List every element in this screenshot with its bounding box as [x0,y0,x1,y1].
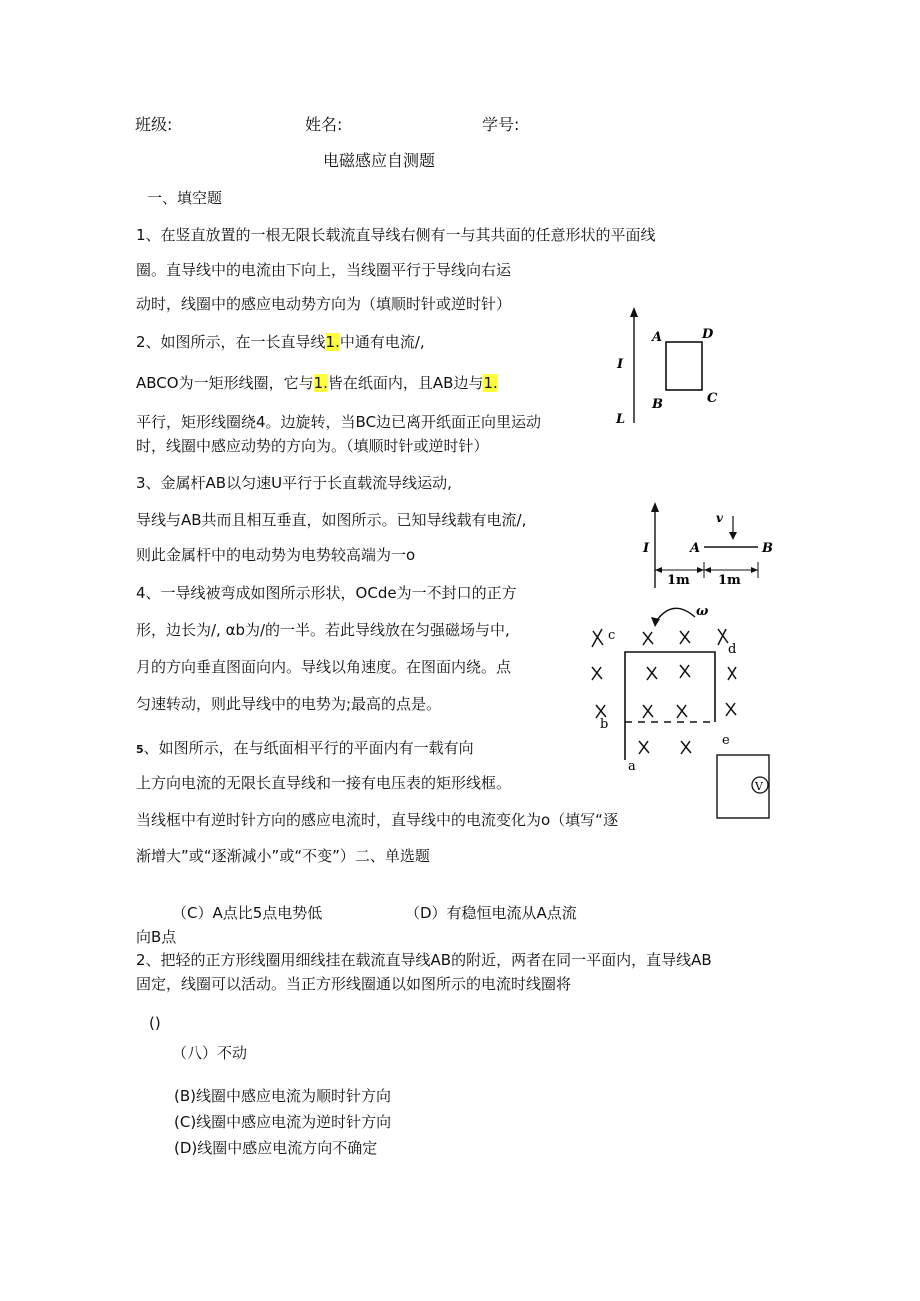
q3-line1: 3、金属杆AB以匀速U平行于长直载流导线运动, [136,474,452,492]
q4-line1: 4、一导线被弯成如图所示形状，OCde为一不封口的正方 [136,584,517,602]
q2-line3: 平行，矩形线圈绕4。边旋转，当BC边已离开纸面正向里运动 [136,413,542,431]
q2-line2 [136,374,498,392]
mc2-line1: 2、把轻的正方形线圈用细线挂在载流直导线AB的附近，两者在同一平面内，直导线AB [136,951,712,969]
q5-line3: 当线框中有逆时针方向的感应电流时，直导线中的电流变化为o（填写“逐 [136,811,618,829]
dim-arrow-icon [704,567,711,573]
q5-text: 、如图所示，在与纸面相平行的平面内有一载有向 [143,739,474,757]
q1-line3: 动时，线圈中的感应电动势方向为（填顺时针或逆时针） [136,295,512,313]
q2-text: 中通有电流/, [339,333,425,351]
label-b: B [762,541,773,556]
mc2-line2: 固定，线圈可以活动。当正方形线圈通以如图所示的电流时线圈将 [136,975,572,993]
label-v: v [716,511,723,525]
label-1m-left: 1m [667,573,690,588]
mc2-option-a: （八）不动 [172,1044,248,1062]
dim-arrow-icon [655,567,662,573]
label-a: A [690,541,701,556]
label-b: b [600,717,609,732]
q2-line1 [136,333,425,351]
label-a: A [652,330,663,345]
q2-text: 皆在纸面内，且AB边与 [327,374,484,392]
label-wire-l: L [616,412,626,427]
rectangular-loop [666,342,702,390]
label-omega: ω [696,604,709,619]
highlight-mark: 1. [483,374,498,392]
q1-line2: 圈。直导线中的电流由下向上，当线圈平行于导线向右运 [136,261,512,279]
label-d: d [728,642,737,657]
q5-number: 5 [136,743,144,756]
section-fill-blank: 一、填空题 [147,189,223,207]
name-label: 姓名: [305,115,343,134]
mc1-option-c: （C）A点比5点电势低 [172,904,323,922]
velocity-arrow-icon [729,532,737,540]
mc3-option-d: (D)线圈中感应电流方向不确定 [174,1139,378,1157]
q5-line2: 上方向电流的无限长直导线和一接有电压表的矩形线框。 [136,774,512,792]
current-arrow-icon [651,502,659,512]
label-current-i: I [617,357,624,372]
label-d: D [702,327,714,342]
label-1m-right: 1m [718,573,741,588]
q2-text: ABCO为一矩形线圈，它与 [136,374,314,392]
label-e: e [722,733,730,748]
mc1-option-d: （D）有稳恒电流从A点流 [405,904,577,922]
highlight-mark: 1. [313,374,328,392]
label-c: c [608,628,616,643]
figure-rotating-wire [580,595,780,830]
figure-wire-rectangle [608,305,728,430]
mc3-option-b: (B)线圈中感应电流为顺时针方向 [174,1087,391,1105]
mc1-option-d-cont: 向B点 [136,928,177,946]
current-arrow-icon [630,307,638,317]
label-b: B [652,397,663,412]
q5-line4: 渐增大”或“逐渐减小”或“不变”）二、单选题 [136,847,430,865]
q4-line3: 月的方向垂直图面向内。导线以角速度。在图面内绕。点 [136,658,512,676]
label-a: a [628,759,636,774]
q5-line1 [136,739,474,759]
square-wire [625,652,715,760]
page-title: 电磁感应自测题 [323,151,436,170]
q3-line3: 则此金属杆中的电动势为电势较高端为一o [136,546,416,564]
dim-arrow-icon [697,567,704,573]
q1-line1: 1、在竖直放置的一根无限长载流直导线右侧有一与其共面的任意形状的平面线 [136,226,656,244]
q4-line2: 形，边长为/, αb为/的一半。若此导线放在匀强磁场与中, [136,621,510,639]
highlight-mark: 1. [325,333,340,351]
q2-line4: 时，线圈中感应动势的方向为。（填顺时针或逆时针） [136,437,489,455]
class-label: 班级: [135,115,173,134]
q3-line2: 导线与AB共而且相互垂直，如图所示。已知导线载有电流/, [136,511,527,529]
mc3-option-c: (C)线圈中感应电流为逆时针方向 [174,1113,392,1131]
figure-moving-rod [640,500,780,595]
label-c: C [707,391,718,406]
voltmeter-label: V [755,780,763,793]
student-id-label: 学号: [482,115,520,134]
rotation-arc [655,608,695,623]
dim-arrow-icon [751,567,758,573]
q2-text: 2、如图所示，在一长直导线 [136,333,326,351]
mc2-answer-paren: () [149,1014,161,1032]
q4-line4: 匀速转动，则此导线中的电势为;最高的点是。 [136,695,442,713]
label-current-i: I [643,541,650,556]
